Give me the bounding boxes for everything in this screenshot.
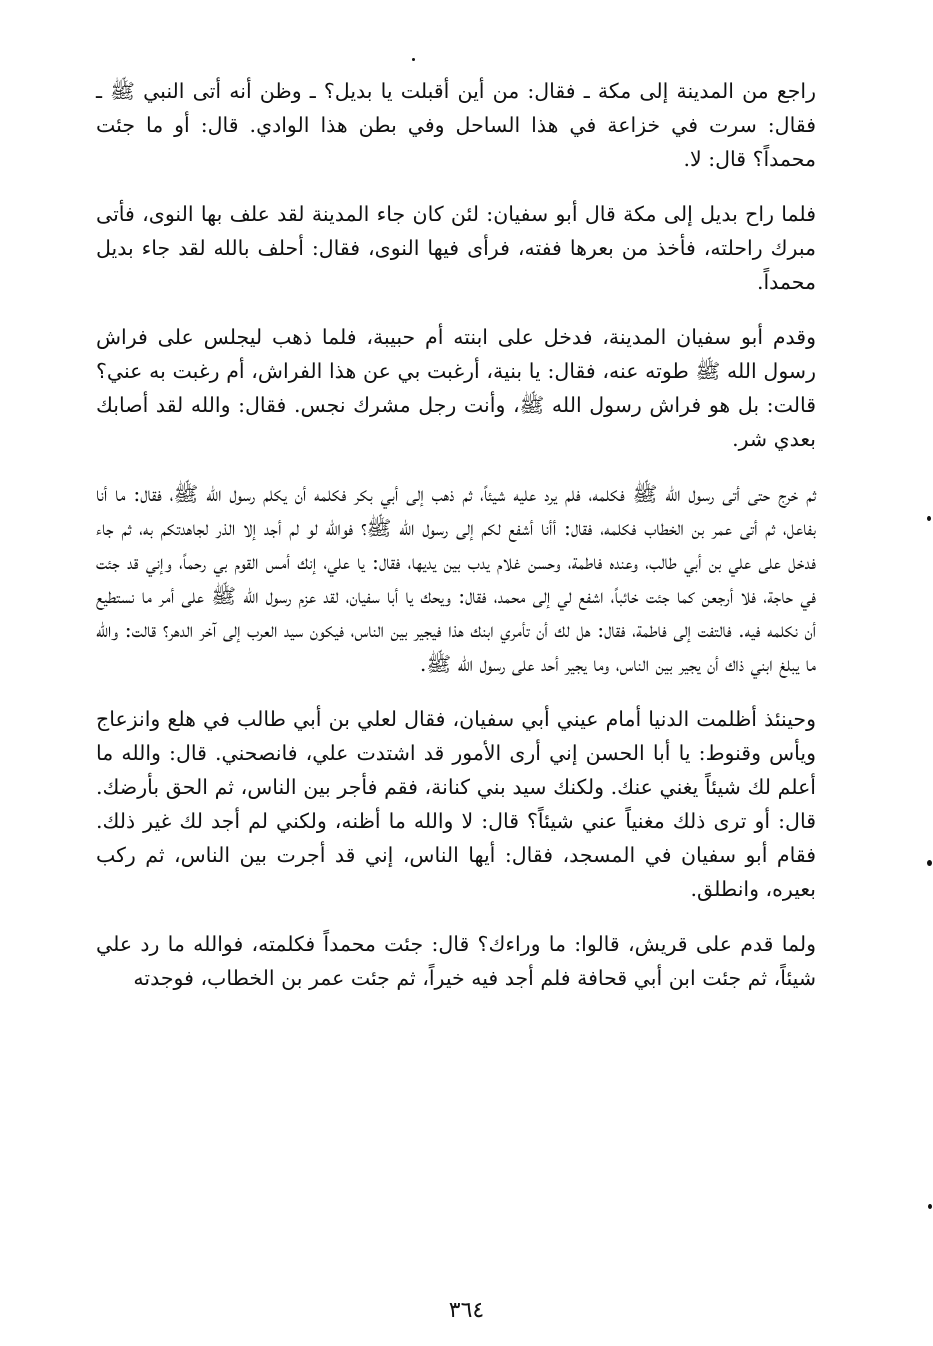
page-body xyxy=(96,74,816,1016)
paragraph-4: ثم خرج حتى أتى رسول الله ﷺ فكلمه، فلم يرد عليه شيئاً، ثم ذهب إلى أبي بكر فكلمه أن يكلم رسول الله ﷺ، فقال: ما أنا بفاعل، ثم أتى عمر بن الخطاب فكلمه، فقال: أأنا أشفع لكم إلى رسول الله ﷺ؟ فوالله لو لم أجد إلا الذر لجاهدتكم به، ثم جاء فدخل على علي بن أبي طالب، وعنده فاطمة، وحسن غلام يدب بين يديها، فقال: يا علي، إنك أمس القوم بي رحماً، وإني قد جئت في حاجة، فلا أرجعن كما جئت خائباً، اشفع لي إلى محمد، فقال: ويحك يا أبا سفيان، لقد عزم رسول الله ﷺ على أمر ما نستطيع أن نكلمه فيه. فالتفت إلى فاطمة، فقال: هل لك أن تأمري ابنك هذا فيجير بين الناس، فيكون سيد العرب إلى آخر الدهر؟ قالت: والله ما يبلغ ابني ذاك أن يجير بين الناس، وما يجير أحد على رسول الله ﷺ. xyxy=(96,482,816,676)
paragraph-3: وقدم أبو سفيان المدينة، فدخل على ابنته أم حبيبة، فلما ذهب ليجلس على فراش رسول الله ﷺ طوته عنه، فقال: يا بنية، أرغبت بي عن هذا الفراش، أم رغبت به عني؟ قالت: بل هو فراش رسول الله ﷺ، وأنت رجل مشرك نجس. فقال: والله لقد أصابك بعدي شر. xyxy=(96,325,816,451)
paragraph-2: فلما راح بديل إلى مكة قال أبو سفيان: لئن كان جاء المدينة لقد علف بها النوى، فأتى مبرك راحلته، فأخذ من بعرها ففته، فرأى فيها النوى، فقال: أحلف بالله لقد جاء بديل محمداً. xyxy=(96,202,816,294)
page-number: ٣٦٤ xyxy=(448,1298,485,1323)
paragraph-5: وحينئذ أظلمت الدنيا أمام عيني أبي سفيان، فقال لعلي بن أبي طالب في هلع وانزعاج ويأس وقنوط: يا أبا الحسن إني أرى الأمور قد اشتدت علي، فانصحني. قال: والله ما أعلم لك شيئاً يغني عنك. ولكنك سيد بني كنانة، فقم فأجر بين الناس، ثم الحق بأرضك. قال: أو ترى ذلك مغنياً عني شيئاً؟ قال: لا والله ما أظنه، ولكني لم أجد لك غير ذلك. فقام أبو سفيان في المسجد، فقال: أيها الناس، إني قد أجرت بين الناس، ثم ركب بعيره، وانطلق. xyxy=(96,707,816,901)
scan-speck xyxy=(928,1204,932,1209)
scan-speck xyxy=(927,516,931,521)
scan-speck xyxy=(927,860,932,866)
paragraph-1: راجع من المدينة إلى مكة ـ فقال: من أين أقبلت يا بديل؟ ـ وظن أنه أتى النبي ﷺ ـ فقال: سرت في خزاعة في هذا الساحل وفي بطن هذا الوادي. قال: أو ما جئت محمداً؟ قال: لا. xyxy=(96,79,816,171)
scan-speck xyxy=(412,58,415,61)
paragraph-6: ولما قدم على قريش، قالوا: ما وراءك؟ قال: جئت محمداً فكلمته، فوالله ما رد علي شيئاً، ثم جئت ابن أبي قحافة فلم أجد فيه خيراً، ثم جئت عمر بن الخطاب، فوجدته xyxy=(96,932,816,990)
